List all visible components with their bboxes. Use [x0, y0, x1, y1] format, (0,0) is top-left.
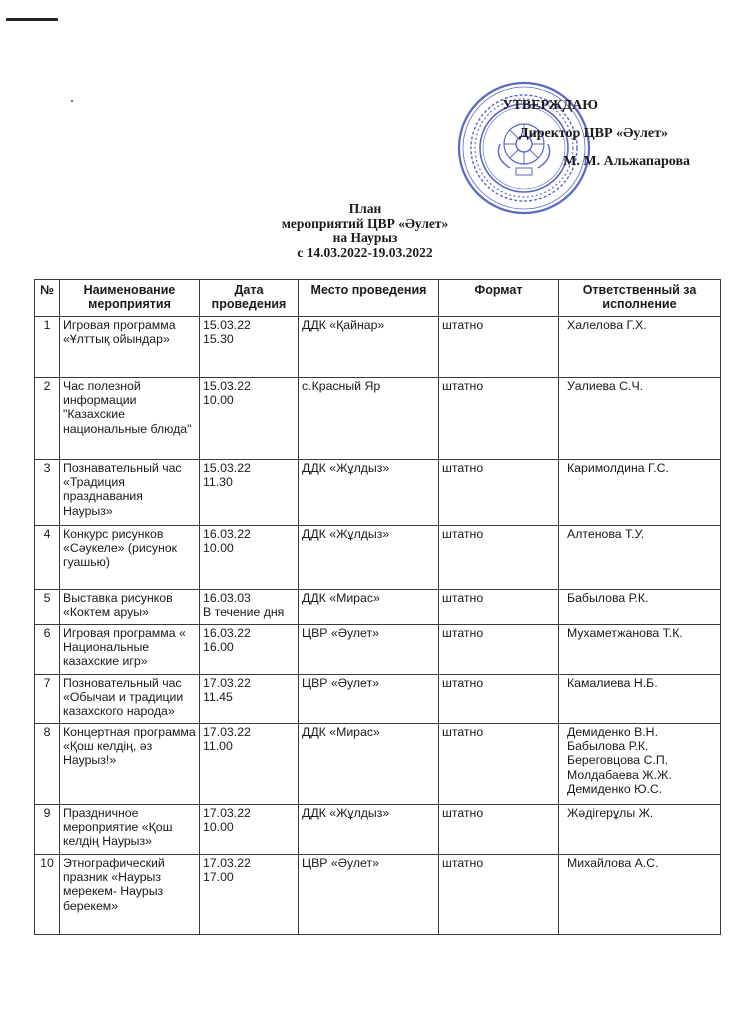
row-responsible: Бабылова Р.К.: [559, 590, 721, 625]
row-format: штатно: [439, 805, 559, 855]
row-name: Позновательный час «Обычаи и традиции казахского народа»: [60, 675, 200, 724]
row-place: ДДК «Жұлдыз»: [299, 526, 439, 590]
row-date: [200, 675, 299, 724]
row-num: 4: [35, 526, 60, 590]
row-name: Игровая программа «Ұлттық ойындар»: [60, 317, 200, 378]
row-date-time: 16.00: [203, 640, 234, 655]
row-responsible: Алтенова Т.У.: [559, 526, 721, 590]
row-date: [200, 625, 299, 675]
title-line-4: с 14.03.2022-19.03.2022: [297, 244, 433, 260]
approval-position: Директор ЦВР «Әулет»: [519, 126, 668, 141]
row-date: [200, 317, 299, 378]
row-date-day: 15.03.22: [203, 461, 251, 475]
row-place: ДДК «Жұлдыз»: [299, 805, 439, 855]
row-format: штатно: [439, 378, 559, 460]
row-format: штатно: [439, 590, 559, 625]
row-responsible: Мухаметжанова Т.К.: [559, 625, 721, 675]
row-name: Выставка рисунков «Коктем аруы»: [60, 590, 200, 625]
row-place: ЦВР «Әулет»: [299, 855, 439, 935]
row-num: 8: [35, 724, 60, 805]
row-place: ДДК «Мирас»: [299, 724, 439, 805]
row-date-day: 15.03.22: [203, 318, 251, 332]
row-date: [200, 724, 299, 805]
table-row: [35, 378, 721, 460]
header-responsible: Ответственный за исполнение: [559, 280, 721, 317]
row-format: штатно: [439, 460, 559, 526]
row-name: Конкурс рисунков «Сәукеле» (рисунок гуашью): [60, 526, 200, 590]
row-date-time: 11.30: [203, 475, 233, 490]
title-line-2: мероприятий ЦВР «Әулет»: [281, 215, 449, 231]
approval-heading: УТВЕРЖДАЮ: [502, 98, 598, 113]
row-format: штатно: [439, 724, 559, 805]
row-responsible: Михайлова А.С.: [559, 855, 721, 935]
table-row: [35, 855, 721, 935]
row-responsible: Халелова Г.Х.: [559, 317, 721, 378]
row-num: 6: [35, 625, 60, 675]
table-row: [35, 317, 721, 378]
table-row: [35, 625, 721, 675]
row-date-time: 15.30: [203, 332, 234, 347]
header-num: №: [35, 280, 60, 317]
row-date-day: 17.03.22: [203, 725, 251, 739]
row-date-day: 16.03.22: [203, 626, 251, 640]
row-num: 3: [35, 460, 60, 526]
row-date-time: 17.00: [203, 870, 234, 885]
row-num: 7: [35, 675, 60, 724]
row-format: штатно: [439, 675, 559, 724]
header-format: Формат: [439, 280, 559, 317]
row-format: штатно: [439, 317, 559, 378]
table-row: [35, 675, 721, 724]
row-format: штатно: [439, 855, 559, 935]
row-date: [200, 378, 299, 460]
table-row: [35, 724, 721, 805]
row-date: [200, 590, 299, 625]
document-title: [200, 202, 530, 260]
row-place: ДДК «Қайнар»: [299, 317, 439, 378]
row-name: Час полезной информации "Казахские национальные блюда": [60, 378, 200, 460]
row-date: [200, 855, 299, 935]
table-row: [35, 590, 721, 625]
row-place: ДДК «Мирас»: [299, 590, 439, 625]
table-header-row: [35, 280, 721, 317]
row-num: 1: [35, 317, 60, 378]
row-responsible: Уалиева С.Ч.: [559, 378, 721, 460]
row-place: ЦВР «Әулет»: [299, 625, 439, 675]
title-line-3: на Наурыз: [332, 230, 398, 245]
table-row: [35, 805, 721, 855]
header-name: Наименование мероприятия: [60, 280, 200, 317]
row-responsible: Каримолдина Г.С.: [559, 460, 721, 526]
row-responsible: Жәдігерұлы Ж.: [559, 805, 721, 855]
header-place: Место проведения: [299, 280, 439, 317]
row-responsible: Камалиева Н.Б.: [559, 675, 721, 724]
row-date-day: 16.03.22: [203, 527, 251, 541]
row-date: [200, 526, 299, 590]
row-name: Игровая программа « Национальные казахские игр»: [60, 625, 200, 675]
row-num: 9: [35, 805, 60, 855]
row-date-day: 17.03.22: [203, 676, 251, 690]
row-format: штатно: [439, 625, 559, 675]
row-date-time: 11.45: [203, 690, 233, 705]
row-date-time: 10.00: [203, 393, 234, 408]
row-place: с.Красный Яр: [299, 378, 439, 460]
row-date-time: 10.00: [203, 541, 234, 556]
row-name: Этнографический празник «Наурыз мерекем- Наурыз берекем»: [60, 855, 200, 935]
row-format: штатно: [439, 526, 559, 590]
approval-signatory: М. М. Альжапарова: [563, 154, 690, 169]
row-date: [200, 805, 299, 855]
scan-edge-mark: [6, 18, 58, 21]
row-date-day: 17.03.22: [203, 856, 251, 870]
row-date: [200, 460, 299, 526]
row-place: ДДК «Жұлдыз»: [299, 460, 439, 526]
row-date-day: 17.03.22: [203, 806, 251, 820]
row-name: Познавательный час «Традиция празднавания Наурыз»: [60, 460, 200, 526]
row-date-day: 15.03.22: [203, 379, 251, 393]
row-place: ЦВР «Әулет»: [299, 675, 439, 724]
row-num: 5: [35, 590, 60, 625]
row-date-time: 10.00: [203, 820, 234, 835]
row-num: 2: [35, 378, 60, 460]
table-row: [35, 526, 721, 590]
scan-speck: [71, 100, 73, 102]
title-line-1: План: [348, 201, 382, 216]
row-responsible: Демиденко В.Н. Бабылова Р.К. Береговцова С.П. Молдабаева Ж.Ж. Демиденко Ю.С.: [559, 724, 721, 805]
events-table: [34, 279, 721, 935]
row-date-day: 16.03.03: [203, 591, 251, 605]
table-row: [35, 460, 721, 526]
header-date: Дата проведения: [200, 280, 299, 317]
row-num: 10: [35, 855, 60, 935]
row-date-time: В течение дня: [203, 605, 285, 620]
row-date-time: 11.00: [203, 739, 233, 754]
row-name: Концертная программа «Қош келдің, әз Наурыз!»: [60, 724, 200, 805]
row-name: Праздничное мероприятие «Қош келдің Наурыз»: [60, 805, 200, 855]
